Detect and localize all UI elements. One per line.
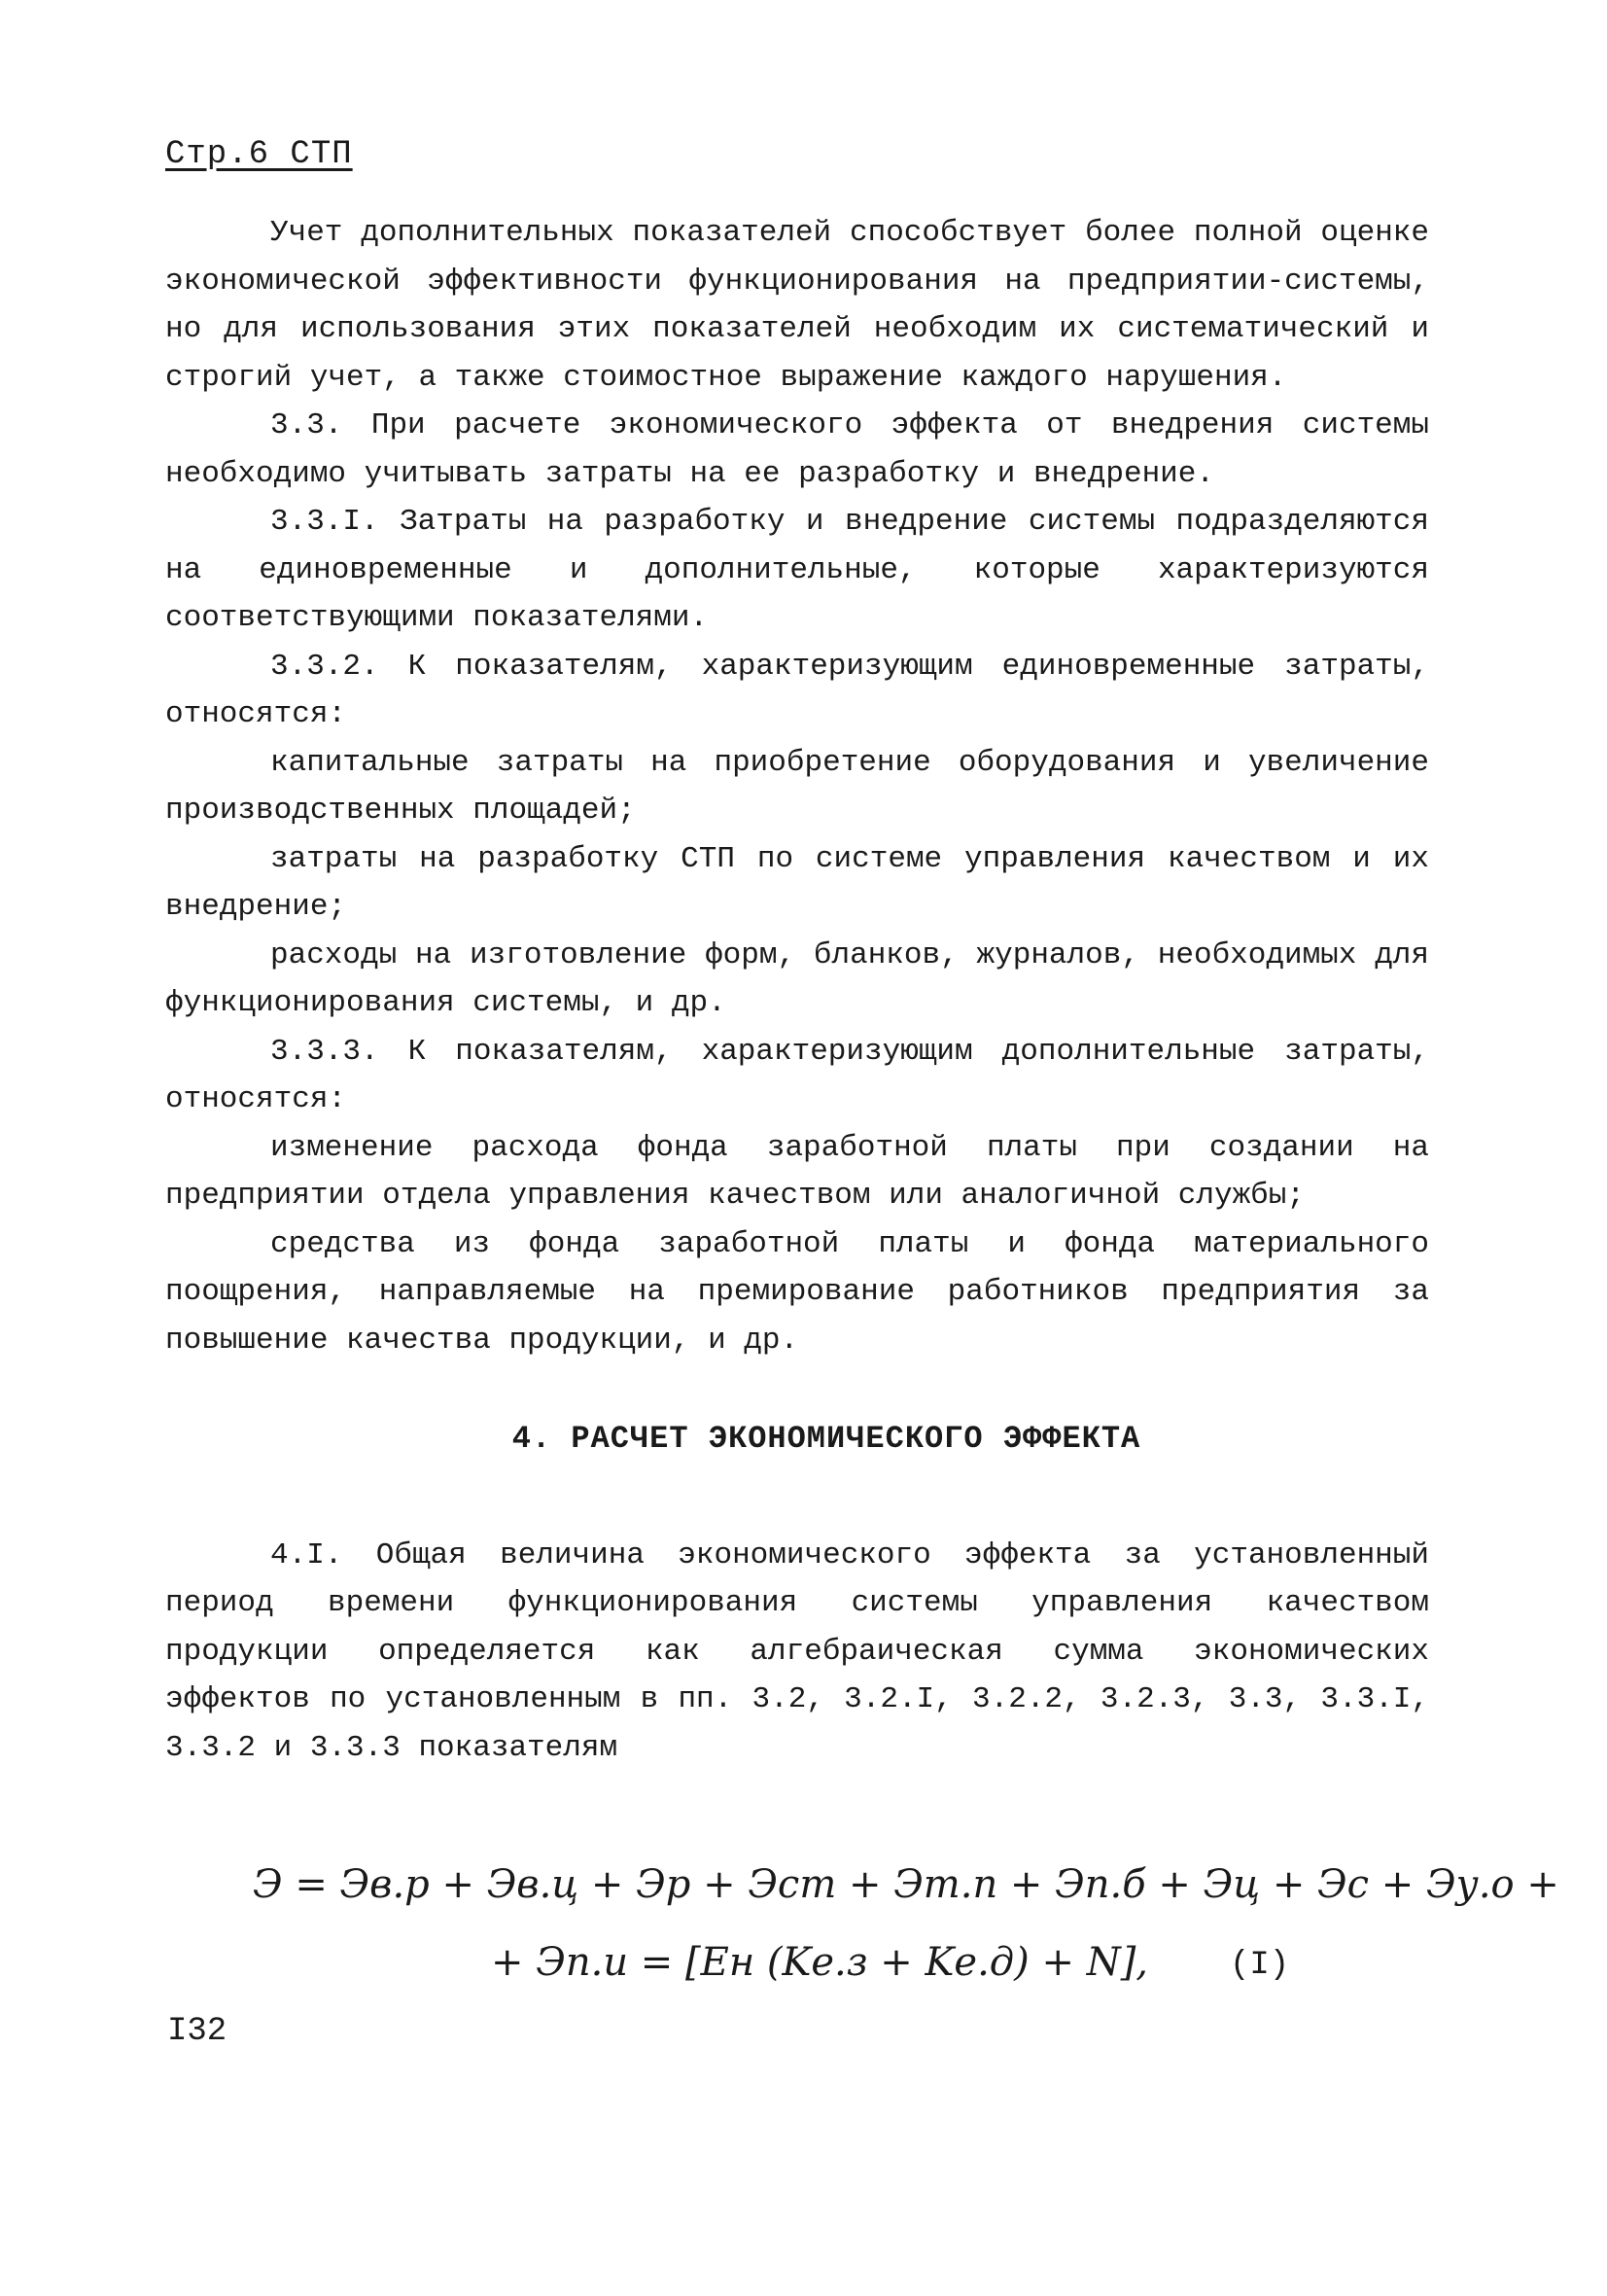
list-item: затраты на разработку СТП по системе управления качеством и их внедрение; — [165, 841, 1429, 924]
page-number: I32 — [167, 2013, 227, 2050]
list-item: расходы на изготовление форм, бланков, журналов, необходимых для функционирования системы, и др. — [165, 937, 1429, 1020]
formula-line-2: + Эп.и = [Eн (Kе.з + Kе.д) + N], — [491, 1940, 1149, 1985]
paragraph: 3.3. При расчете экономического эффекта от внедрения системы необходимо учитывать затраты на ее разработку и внедрение. — [165, 408, 1429, 491]
paragraph: Учет дополнительных показателей способствует более полной оценке экономической эффективности функционирования на предприятии-системы, но для использования этих показателей необходим их систематический и строгий учет, а также стоимостное выражение каждого нарушения. — [165, 216, 1429, 395]
list-item: изменение расхода фонда заработной платы при создании на предприятии отдела управления качеством или аналогичной службы; — [165, 1130, 1429, 1213]
section-heading: 4. РАСЧЕТ ЭКОНОМИЧЕСКОГО ЭФФЕКТА — [511, 1421, 1141, 1457]
list-item: средства из фонда заработной платы и фонда материального поощрения, направляемые на премирование работников предприятия за повышение качества продукции, и др. — [165, 1226, 1429, 1358]
list-item: капитальные затраты на приобретение оборудования и увеличение производственных площадей; — [165, 745, 1429, 828]
page-header: Стр.6 СТП — [165, 136, 353, 173]
paragraph: 3.3.2. К показателям, характеризующим единовременные затраты, относятся: — [165, 649, 1429, 731]
formula — [253, 1862, 1559, 2028]
paragraph: 4.I. Общая величина экономического эффекта за установленный период времени функционирования системы управления качеством продукции определяется как алгебраическая сумма экономических эффектов по установленным в пп. 3.2, 3.2.I, 3.2.2, 3.2.3, 3.3, 3.3.I, 3.3.2 и 3.3.3 показателям — [165, 1537, 1429, 1765]
formula-line-1: Э = Эв.р + Эв.ц + Эр + Эст + Эт.п + Эп.б + Эц + Эс + Эу.о + — [253, 1862, 1559, 1907]
paragraph: 3.3.I. Затраты на разработку и внедрение системы подразделяются на единовременные и дополнительные, которые характеризуются соответствующими показателями. — [165, 505, 1429, 635]
document-body — [165, 209, 1429, 1772]
equation-number: (I) — [1230, 1947, 1290, 1984]
paragraph: 3.3.3. К показателям, характеризующим дополнительные затраты, относятся: — [165, 1034, 1429, 1116]
